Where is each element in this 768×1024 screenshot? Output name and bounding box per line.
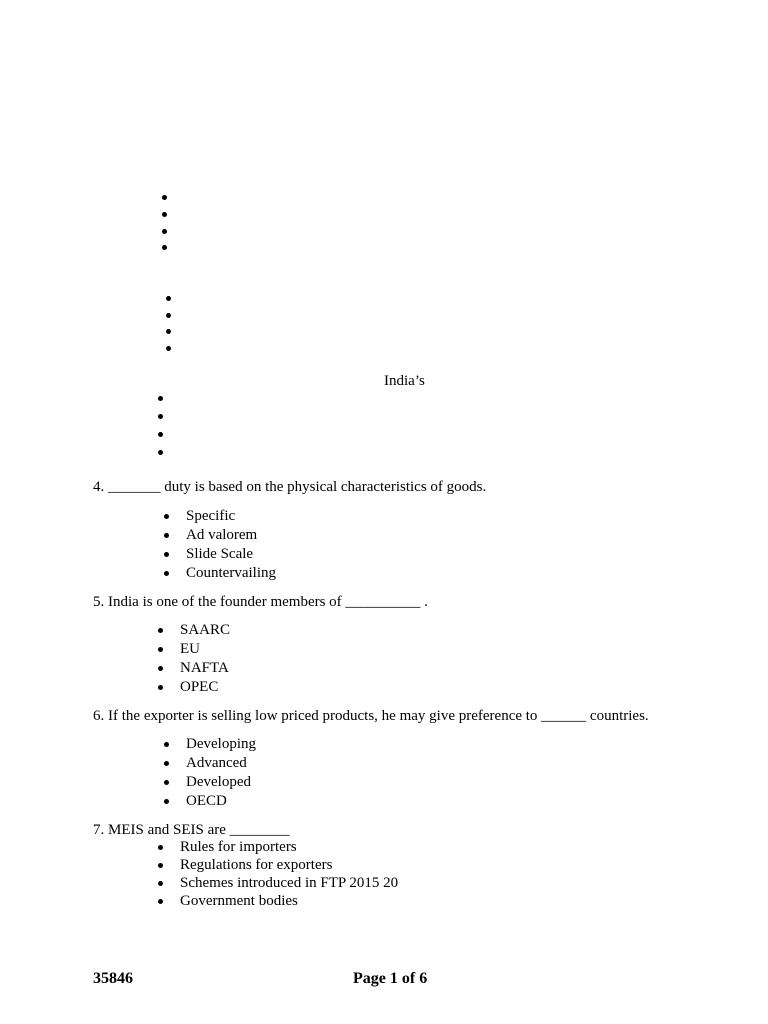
bullet — [164, 514, 169, 519]
option: Slide Scale — [186, 546, 254, 562]
bullet — [158, 396, 163, 401]
bullet — [166, 346, 171, 351]
option: Government bodies — [180, 893, 298, 909]
bullet — [162, 212, 167, 217]
bullet — [164, 780, 169, 785]
bullet — [158, 647, 163, 652]
bullet — [164, 742, 169, 747]
option: OPEC — [180, 679, 219, 695]
question-6: 6. If the exporter is selling low priced products, he may give preference to ______ countries. — [93, 708, 649, 724]
bullet — [166, 329, 171, 334]
bullet — [158, 685, 163, 690]
question-5: 5. India is one of the founder members of __________ . — [93, 594, 428, 610]
option: Advanced — [186, 755, 247, 771]
bullet — [164, 761, 169, 766]
question-7: 7. MEIS and SEIS are ________ — [93, 822, 290, 838]
option: Specific — [186, 508, 236, 524]
question-4: 4. _______ duty is based on the physical characteristics of goods. — [93, 479, 487, 495]
option: Countervailing — [186, 565, 276, 581]
option: Regulations for exporters — [180, 857, 333, 873]
bullet — [158, 628, 163, 633]
bullet — [158, 450, 163, 455]
text-fragment: India’s — [384, 373, 425, 389]
bullet — [158, 414, 163, 419]
bullet — [158, 432, 163, 437]
bullet — [164, 799, 169, 804]
bullet — [158, 899, 163, 904]
option: Ad valorem — [186, 527, 258, 543]
bullet — [158, 845, 163, 850]
bullet — [166, 313, 171, 318]
option: Developing — [186, 736, 256, 752]
option: Schemes introduced in FTP 2015 20 — [180, 875, 399, 891]
option: OECD — [186, 793, 227, 809]
bullet — [164, 533, 169, 538]
bullet — [158, 666, 163, 671]
bullet — [164, 571, 169, 576]
bullet — [162, 195, 167, 200]
page-number: Page 1 of 6 — [353, 970, 428, 987]
bullet — [164, 552, 169, 557]
option: NAFTA — [180, 660, 229, 676]
bullet — [158, 881, 163, 886]
bullet — [166, 296, 171, 301]
bullet — [162, 229, 167, 234]
option: SAARC — [180, 622, 231, 638]
paper-code: 35846 — [93, 970, 133, 987]
bullet — [162, 245, 167, 250]
option: Developed — [186, 774, 251, 790]
bullet — [158, 863, 163, 868]
option: Rules for importers — [180, 839, 297, 855]
option: EU — [180, 641, 200, 657]
